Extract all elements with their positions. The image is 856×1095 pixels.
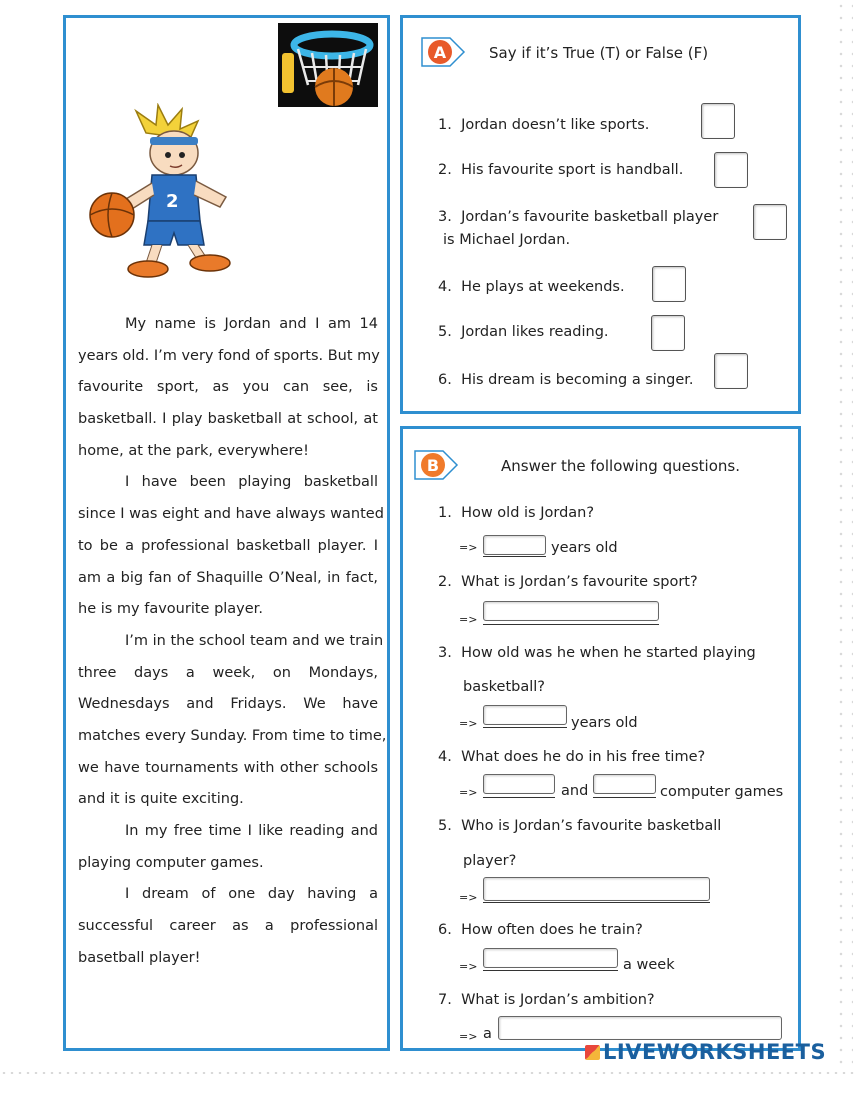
story-line: I dream of one day having a — [125, 886, 378, 903]
story-line: since I was eight and have always wanted — [78, 506, 384, 523]
reading-panel — [63, 15, 390, 1051]
tf-item-1 — [438, 115, 649, 135]
story-line: am a big fan of Shaquille O’Neal, in fact, — [78, 569, 378, 586]
item-text: Jordan’s favourite basketball player — [461, 209, 719, 225]
answer-arrow: => — [459, 717, 478, 730]
story-text — [78, 309, 387, 974]
answer-underline — [483, 727, 567, 728]
item-text: He plays at weekends. — [461, 279, 625, 295]
item-number: 5. — [438, 324, 452, 340]
answer-field-1[interactable] — [483, 535, 546, 555]
answer-7-prefix: a — [483, 1026, 492, 1042]
answer-4-suffix: computer games — [660, 784, 784, 800]
basketball-hoop-image — [278, 23, 378, 107]
question-4 — [438, 747, 705, 767]
item-text: Jordan likes reading. — [461, 324, 609, 340]
question-text: What is Jordan’s ambition? — [461, 992, 655, 1008]
tf-item-3-cont: is Michael Jordan. — [443, 232, 571, 248]
answer-field-5[interactable] — [483, 877, 710, 901]
answer-1-suffix: years old — [551, 540, 618, 556]
story-line: basketball. I play basketball at school, at — [78, 411, 378, 428]
answer-field-4a[interactable] — [483, 774, 555, 794]
tf-item-3 — [438, 207, 718, 227]
answer-field-2[interactable] — [483, 601, 659, 621]
item-number: 6. — [438, 372, 452, 388]
answer-arrow: => — [459, 541, 478, 554]
question-number: 4. — [438, 749, 452, 765]
section-a-instruction: Say if it’s True (T) or False (F) — [489, 44, 709, 62]
jordan-cartoon-image — [86, 103, 236, 278]
answer-arrow: => — [459, 613, 478, 626]
svg-text:2: 2 — [166, 191, 179, 212]
story-line: successful career as a professional — [78, 918, 378, 935]
story-line: In my free time I like reading and — [125, 823, 378, 839]
tf-item-2 — [438, 160, 683, 180]
story-line: favourite sport, as you can see, is — [78, 379, 378, 396]
question-text: How old was he when he started playing — [461, 645, 756, 661]
answer-underline — [593, 797, 656, 798]
item-text: His dream is becoming a singer. — [461, 372, 694, 388]
questions-section — [400, 426, 801, 1051]
answer-field-4b[interactable] — [593, 774, 656, 794]
question-text: How often does he train? — [461, 922, 643, 938]
story-line: home, at the park, everywhere! — [78, 442, 309, 459]
answer-field-6[interactable] — [483, 948, 618, 968]
story-line: he is my favourite player. — [78, 601, 263, 618]
story-line: I’m in the school team and we train — [125, 632, 384, 649]
item-number: 4. — [438, 279, 452, 295]
question-number: 2. — [438, 574, 452, 590]
question-number: 3. — [438, 645, 452, 661]
svg-text:B: B — [426, 456, 440, 475]
tf-answer-box-1[interactable] — [701, 103, 735, 139]
answer-4-and: and — [561, 783, 589, 799]
liveworksheets-icon — [585, 1045, 600, 1060]
story-line: three days a week, on Mondays, — [78, 664, 378, 681]
answer-field-3[interactable] — [483, 705, 567, 725]
tf-answer-box-6[interactable] — [714, 353, 748, 389]
logo-text: LIVEWORKSHEETS — [603, 1040, 827, 1064]
tf-item-5 — [438, 322, 609, 342]
question-number: 5. — [438, 818, 452, 834]
tf-answer-box-4[interactable] — [652, 266, 686, 302]
item-text: Jordan doesn’t like sports. — [461, 117, 650, 133]
item-text: His favourite sport is handball. — [461, 162, 684, 178]
story-line: we have tournaments with other schools — [78, 759, 378, 776]
svg-text:A: A — [433, 43, 447, 62]
answer-arrow: => — [459, 960, 478, 973]
question-text: What is Jordan’s favourite sport? — [461, 574, 698, 590]
answer-underline — [483, 624, 659, 625]
question-3 — [438, 643, 756, 663]
question-3-cont: basketball? — [463, 679, 545, 695]
question-number: 1. — [438, 505, 452, 521]
tf-answer-box-3[interactable] — [753, 204, 787, 240]
question-2 — [438, 572, 698, 592]
item-number: 3. — [438, 209, 452, 225]
tf-answer-box-5[interactable] — [651, 315, 685, 351]
story-line: Wednesdays and Fridays. We have — [78, 696, 378, 713]
answer-arrow: => — [459, 1030, 478, 1043]
section-b-badge — [413, 448, 459, 482]
answer-field-7[interactable] — [498, 1016, 782, 1040]
question-number: 7. — [438, 992, 452, 1008]
true-false-section — [400, 15, 801, 414]
story-line: years old. I’m very fond of sports. But my — [78, 347, 380, 364]
question-number: 6. — [438, 922, 452, 938]
answer-arrow: => — [459, 891, 478, 904]
question-7 — [438, 990, 655, 1010]
question-text: Who is Jordan’s favourite basketball — [461, 818, 722, 834]
story-line: matches every Sunday. From time to time, — [78, 727, 387, 744]
answer-3-suffix: years old — [571, 715, 638, 731]
answer-underline — [483, 970, 618, 971]
page-bottom-dots — [0, 1072, 856, 1074]
section-a-badge — [420, 35, 466, 69]
story-line: basetball player! — [78, 949, 201, 966]
item-number: 1. — [438, 117, 452, 133]
story-line: playing computer games. — [78, 854, 264, 871]
tf-item-4 — [438, 277, 625, 297]
question-5-cont: player? — [463, 853, 517, 869]
story-line: My name is Jordan and I am 14 — [125, 316, 378, 332]
answer-underline — [483, 902, 710, 903]
question-1 — [438, 503, 594, 523]
story-line: I have been playing basketball — [125, 474, 378, 491]
answer-underline — [483, 797, 555, 798]
story-line: to be a professional basketball player. I — [78, 537, 378, 554]
question-text: What does he do in his free time? — [461, 749, 706, 765]
question-text: How old is Jordan? — [461, 505, 595, 521]
answer-underline — [483, 556, 546, 557]
answer-6-suffix: a week — [623, 957, 675, 973]
item-number: 2. — [438, 162, 452, 178]
tf-answer-box-2[interactable] — [714, 152, 748, 188]
question-5 — [438, 816, 721, 836]
section-b-instruction: Answer the following questions. — [501, 457, 740, 475]
liveworksheets-logo — [585, 1040, 826, 1064]
answer-arrow: => — [459, 786, 478, 799]
tf-item-6 — [438, 370, 694, 390]
story-line: and it is quite exciting. — [78, 791, 244, 808]
question-6 — [438, 920, 643, 940]
page-edge-dots — [835, 0, 853, 1070]
